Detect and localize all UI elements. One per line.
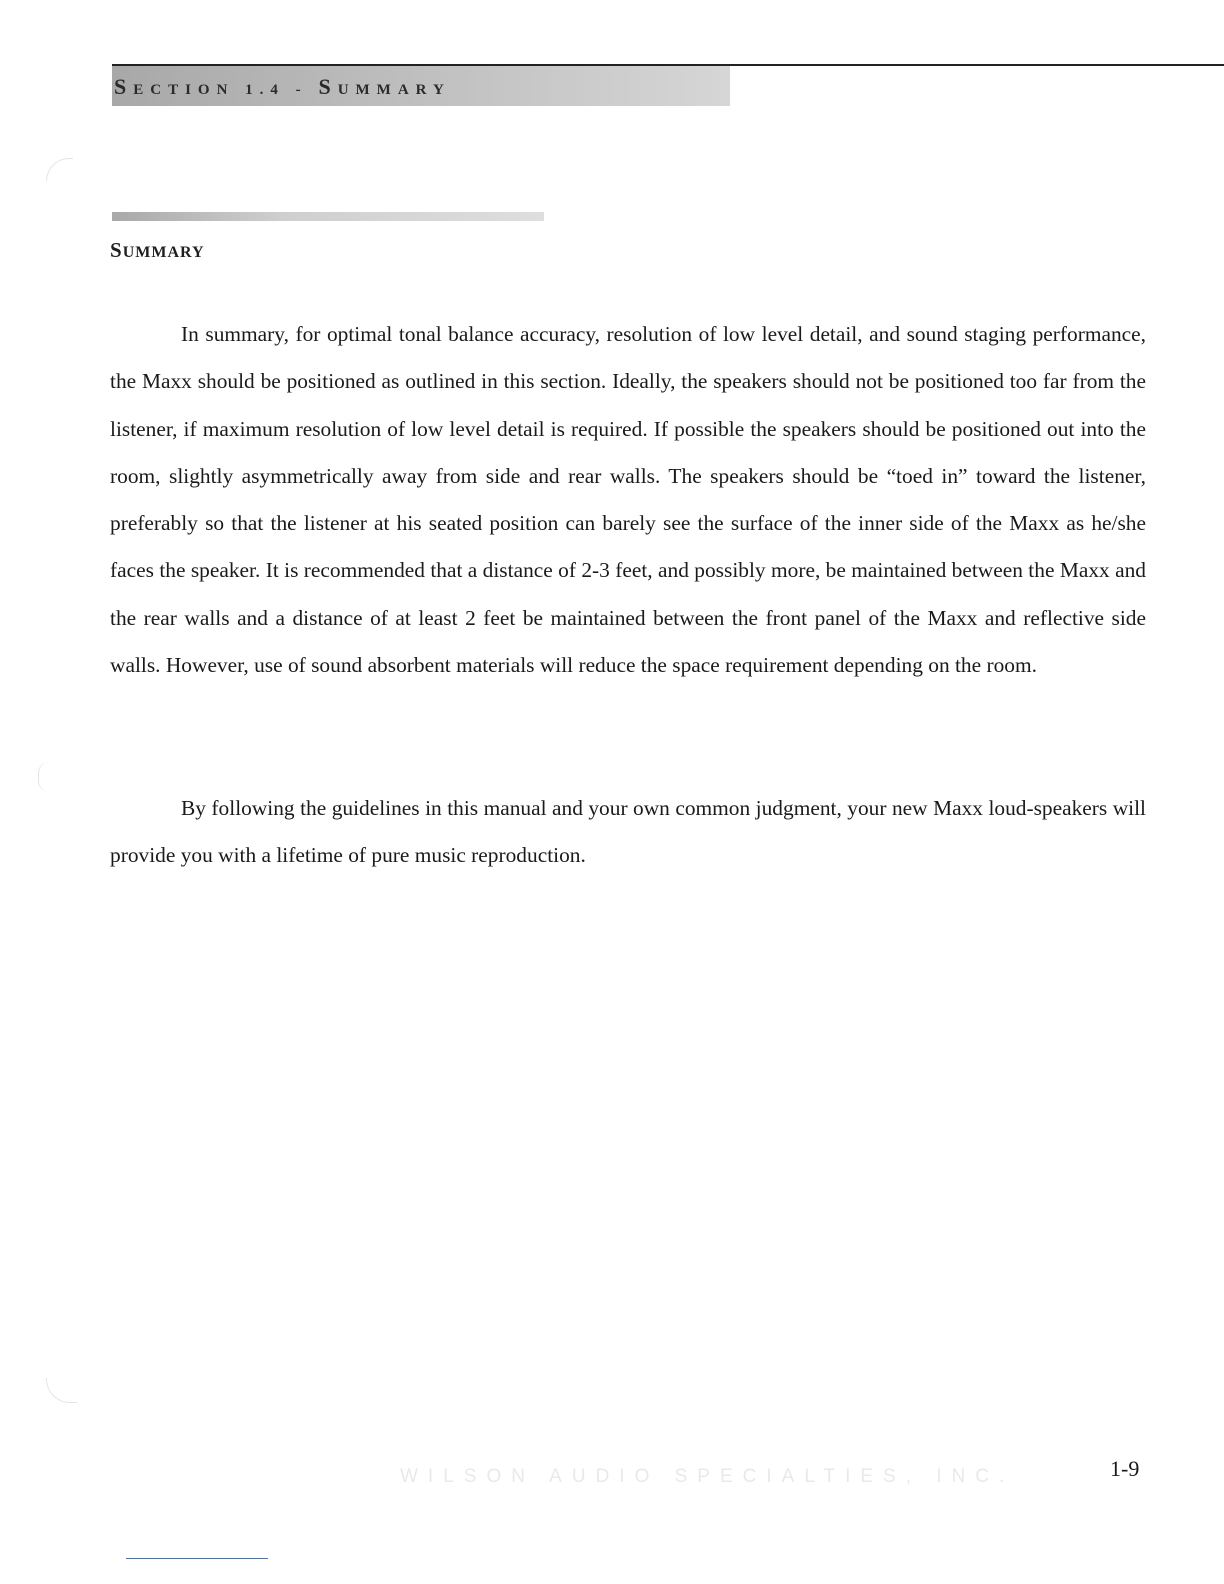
bottom-edge-line — [126, 1558, 268, 1559]
summary-heading-text: UMMARY — [122, 244, 205, 261]
heading-bar — [112, 212, 544, 221]
section-title-text-2: UMMARY — [337, 82, 451, 98]
summary-paragraph-1: In summary, for optimal tonal balance accuracy, resolution of low level detail, and sound staging performance, the Maxx should be positioned as outlined in this section. Ideally, the speakers should not be positioned too far from the listener, if maximum resolution of low level detail is required. If possible the speakers should be positioned out into the room, slightly asymmetrically away from side and rear walls. The speakers should be “toed in” toward the listener, preferably so that the listener at his seated position can barely see the surface of the inner side of the Maxx as he/she faces the speaker. It is recommended that a distance of 2-3 feet, and possibly more, be maintained between the Maxx and the rear walls and a distance of at least 2 feet be maintained between the front panel of the Maxx and reflective side walls. However, use of sound absorbent materials will reduce the space requirement depending on the room. — [110, 322, 1146, 678]
binder-hole-mark — [38, 762, 49, 792]
section-title-initial: S — [114, 74, 134, 99]
section-title — [114, 74, 451, 103]
footer-company-name: WILSON AUDIO SPECIALTIES, INC. — [400, 1466, 1015, 1487]
page-number: 1-9 — [1110, 1456, 1140, 1481]
summary-heading-initial: S — [110, 238, 123, 262]
section-title-text: ECTION 1.4 - — [133, 82, 319, 98]
binder-hole-mark — [46, 1378, 77, 1403]
section-title-initial-2: S — [318, 74, 338, 99]
summary-paragraph-2: By following the guidelines in this manual and your own common judgment, your new Maxx loud-speakers will provide you with a lifetime of pure music reproduction. — [110, 796, 1146, 868]
summary-heading — [110, 238, 205, 263]
binder-hole-mark — [46, 158, 73, 181]
